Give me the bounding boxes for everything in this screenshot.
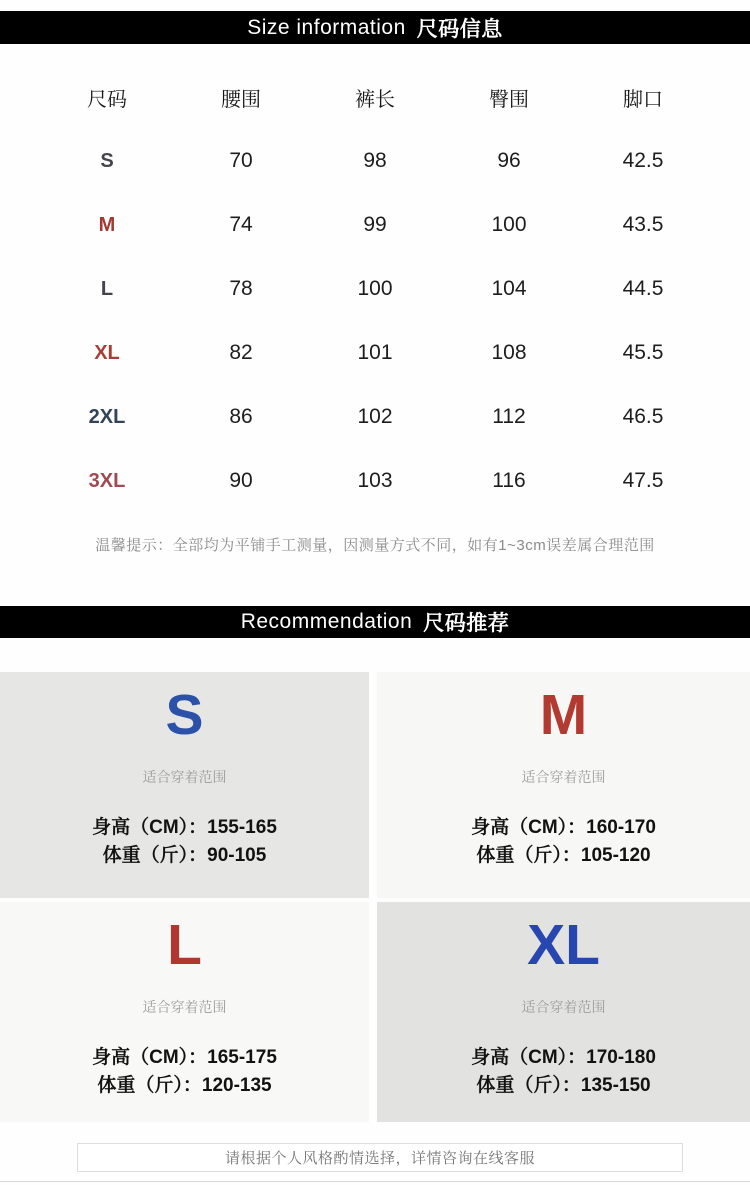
hip-value: 112 [492, 405, 526, 428]
column-header-size: 尺码 [87, 88, 127, 111]
waist-value: 70 [229, 149, 253, 172]
fit-range-label: 适合穿着范围 [142, 769, 227, 785]
hem-value: 43.5 [622, 213, 664, 236]
length-value: 100 [357, 277, 393, 300]
hem-value: 45.5 [622, 341, 664, 364]
recommendation-card-s [0, 672, 369, 898]
hip-value: 104 [491, 277, 527, 300]
size-label: 2XL [88, 405, 126, 428]
hem-value: 46.5 [622, 405, 664, 428]
length-value: 101 [357, 341, 393, 364]
fit-range-label: 适合穿着范围 [521, 769, 606, 785]
footer-note-text: 请根据个人风格酌情选择，详情咨询在线客服 [224, 1150, 535, 1167]
size-label: L [100, 277, 114, 300]
bottom-divider [0, 1181, 750, 1182]
length-value: 98 [363, 149, 387, 172]
size-info-title-zh: 尺码信息 [416, 17, 503, 41]
table-row [40, 193, 710, 257]
recommendation-card-xl [377, 902, 750, 1122]
column-header-hip: 臀围 [489, 88, 529, 111]
footer-note-box [77, 1143, 683, 1172]
waist-value: 74 [229, 213, 253, 236]
card-size-letter: M [539, 683, 588, 747]
weight-range: 体重（斤）：120-135 [97, 1075, 272, 1096]
hip-value: 116 [492, 469, 526, 492]
height-range: 身高（CM）：155-165 [92, 817, 277, 838]
height-range: 身高（CM）：165-175 [92, 1047, 277, 1068]
column-header-waist: 腰围 [221, 88, 261, 111]
size-label: S [100, 149, 114, 172]
fit-range-label: 适合穿着范围 [521, 999, 606, 1015]
table-row [40, 257, 710, 321]
size-table [40, 65, 710, 513]
size-table-header-row [40, 65, 710, 129]
table-row [40, 129, 710, 193]
size-label: XL [94, 341, 120, 364]
waist-value: 90 [229, 469, 253, 492]
size-info-title-en: Size information [247, 15, 406, 39]
hem-value: 44.5 [622, 277, 664, 300]
recommendation-title-zh: 尺码推荐 [423, 612, 510, 635]
size-label: M [98, 213, 116, 236]
hip-value: 100 [491, 213, 527, 236]
height-range: 身高（CM）：160-170 [471, 817, 656, 838]
length-value: 102 [357, 405, 393, 428]
hem-value: 42.5 [622, 149, 664, 172]
waist-value: 78 [229, 277, 253, 300]
recommendation-card-l [0, 902, 369, 1122]
size-label: 3XL [88, 469, 126, 492]
card-size-letter: L [167, 913, 202, 977]
card-size-letter: S [165, 683, 204, 747]
recommendation-card-m [377, 672, 750, 898]
fit-range-label: 适合穿着范围 [142, 999, 227, 1015]
length-value: 99 [363, 213, 387, 236]
waist-value: 86 [229, 405, 253, 428]
card-size-letter: XL [527, 913, 600, 977]
table-row [40, 449, 710, 513]
size-info-header-bar [0, 11, 750, 44]
weight-range: 体重（斤）：90-105 [102, 845, 267, 866]
height-range: 身高（CM）：170-180 [471, 1047, 656, 1068]
weight-range: 体重（斤）：105-120 [476, 845, 651, 866]
measure-note: 温馨提示：全部均为平铺手工测量，因测量方式不同，如有1~3cm误差属合理范围 [95, 537, 655, 554]
hip-value: 96 [497, 149, 521, 172]
recommendation-title-en: Recommendation [240, 610, 413, 633]
hip-value: 108 [491, 341, 527, 364]
length-value: 103 [357, 469, 393, 492]
waist-value: 82 [229, 341, 253, 364]
table-row [40, 385, 710, 449]
table-row [40, 321, 710, 385]
recommendation-grid [0, 672, 750, 1122]
hem-value: 47.5 [622, 469, 664, 492]
weight-range: 体重（斤）：135-150 [476, 1075, 651, 1096]
recommendation-header-bar [0, 606, 750, 638]
column-header-hem: 脚口 [623, 88, 663, 111]
column-header-length: 裤长 [355, 88, 395, 111]
